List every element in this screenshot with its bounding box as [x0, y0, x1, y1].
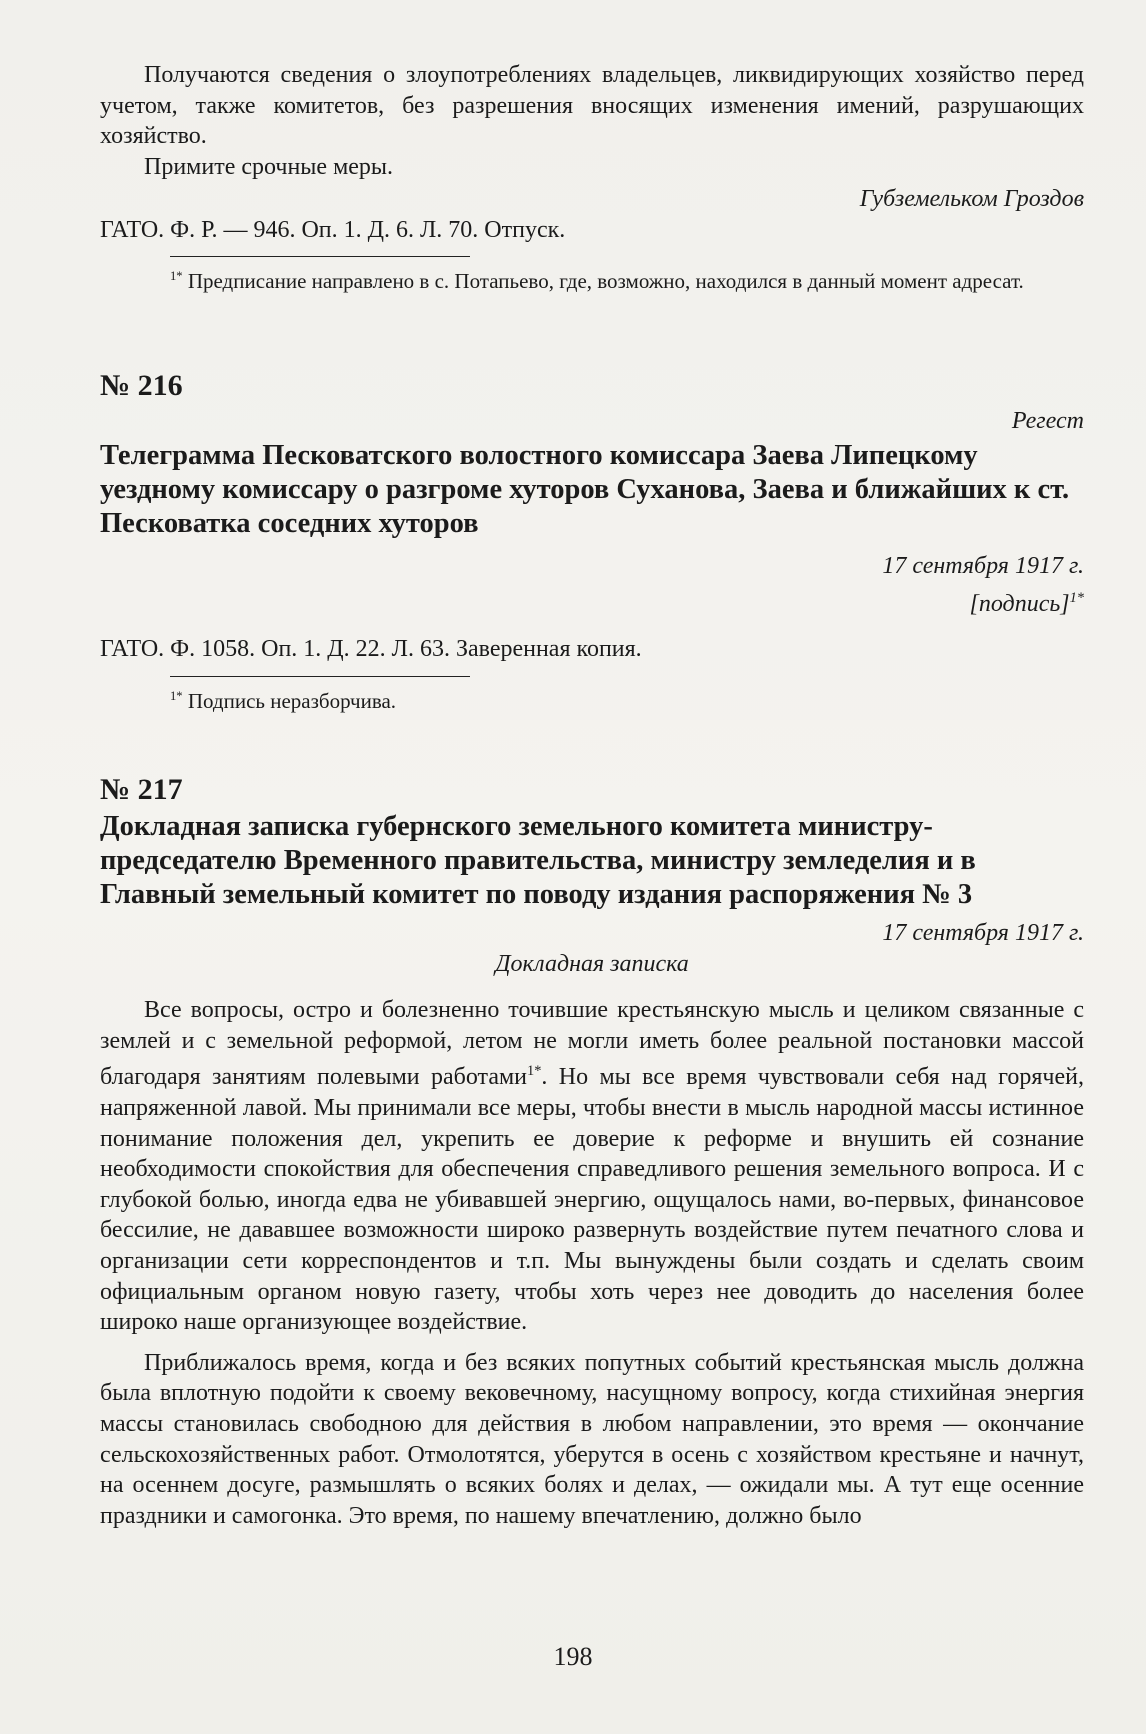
- doc216-date: 17 сентября 1917 г.: [882, 552, 1084, 579]
- footnote-text: Подпись неразборчива.: [187, 689, 397, 714]
- footnote-divider: [170, 676, 470, 677]
- paragraph1-part-a: Все вопросы, остро и болезненно точившие крестьянскую мысль и целиком связанные с землей и с земельной реформой, летом не могли иметь более реальной постановки массой благодаря занятиям полевыми работами: [100, 997, 1084, 1091]
- footnote-mark: 1*: [170, 268, 183, 283]
- doc217-date: 17 сентября 1917 г.: [882, 920, 1084, 946]
- intro-footnote: [170, 263, 1084, 295]
- intro-source: ГАТО. Ф. Р. — 946. Оп. 1. Д. 6. Л. 70. Отпуск.: [100, 216, 566, 243]
- paragraph1-part-b: . Но мы все время чувствовали себя над горячей, напряженной лавой. Мы принимали все меры, чтобы внести в мысль народной массы истинное понимание положения дел, укрепить ее доверие к реформе и внушить ей сознание необходимости спокойствия для обеспечения справедливого решения земельного вопроса. И с глубокой болью, иногда едва не убивавшей энергию, ощущалось нами, во-первых, финансовое бессилие, не дававшее возможности широко развернуть воздействие путем печатного слова и организации сети корреспондентов и т.п. Мы вынуждены были создать и сделать своим официальным органом новую газету, чтобы хоть через нее доводить до населения более широко наше организующее воздействие.: [100, 1064, 1084, 1336]
- doc216-number: № 216: [100, 369, 183, 402]
- footnote-mark: 1*: [170, 689, 183, 704]
- signature-mark: 1*: [1069, 590, 1084, 607]
- doc217-paragraph-1: [100, 995, 1084, 1338]
- doc216-source: ГАТО. Ф. 1058. Оп. 1. Д. 22. Л. 63. Заверенная копия.: [100, 635, 642, 662]
- signature-text: [подпись]: [969, 591, 1070, 618]
- doc217-section: [100, 772, 1084, 1531]
- intro-section: [100, 60, 1084, 295]
- doc216-type: Регест: [1011, 408, 1084, 434]
- doc216-section: [100, 368, 1084, 715]
- page-number: 198: [553, 1642, 593, 1671]
- intro-signature: Губземельком Гроздов: [859, 186, 1084, 213]
- intro-urge: Примите срочные меры.: [144, 153, 394, 180]
- doc217-number: № 217: [100, 773, 183, 806]
- doc216-title: Телеграмма Песковатского волостного комиссара Заева Липецкому уездному комиссару о разгроме хуторов Суханова, Заева и ближайших к ст. Песковатка соседних хуторов: [100, 439, 1070, 539]
- doc217-title: Докладная записка губернского земельного комитета министру-председателю Временного правительства, министру земледелия и в Главный земельный комитет по поводу издания распоряжения № 3: [100, 811, 976, 910]
- footnote-divider: [170, 256, 470, 257]
- doc217-doc-type: Докладная записка: [495, 950, 689, 977]
- footnote-text: Предписание направлено в с. Потапьево, где, возможно, находился в данный момент адресат.: [187, 268, 1024, 293]
- doc217-paragraph-2: Приближалось время, когда и без всяких попутных событий крестьянская мысль должна была вплотную подойти к своему вековечному, насущному вопросу, когда стихийная энергия массы становилась свободною для действия в любом направлении, это время — окончание сельскохозяйственных работ. Отмолотятся, уберутся в осень с хозяйством крестьяне и начнут, на осеннем досуге, размышлять о всяких болях и делах, — ожидали мы. А тут еще осенние праздники и самогонка. Это время, по нашему впечатлению, должно было: [100, 1349, 1084, 1529]
- intro-paragraph: Получаются сведения о злоупотреблениях владельцев, ликвидирующих хозяйство перед учетом, также комитетов, без разрешения вносящих изменения имений, разрушающих хозяйство.: [100, 62, 1084, 150]
- paragraph1-mark: 1*: [527, 1063, 542, 1080]
- doc216-footnote: [170, 683, 1084, 715]
- doc216-signature: [100, 583, 1084, 620]
